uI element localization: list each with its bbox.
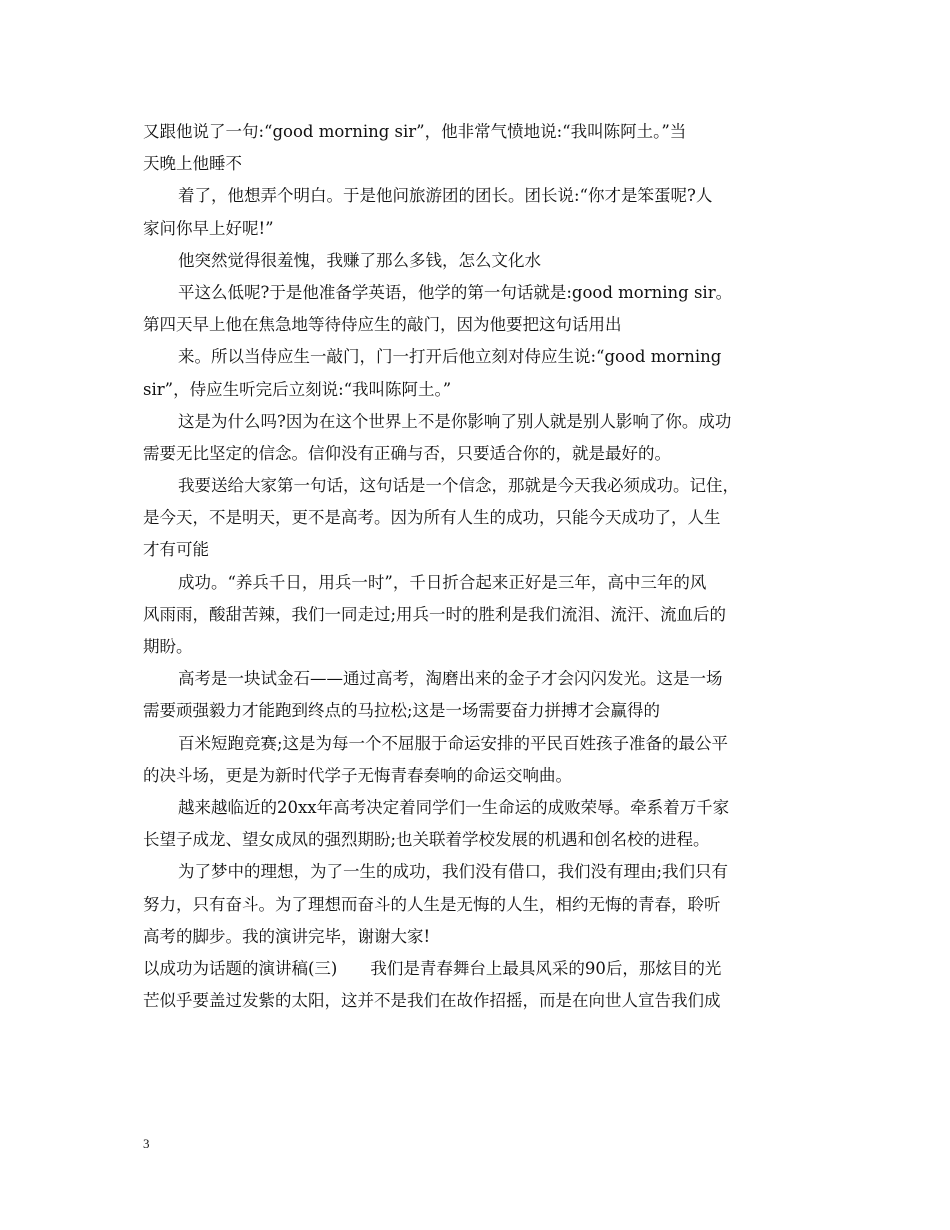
text-line: 又跟他说了一句:“good morning sir”，他非常气愤地说:“我叫陈阿土。”当 [143,122,687,141]
page-number: 3 [143,1136,150,1151]
text-line: 家问你早上好呢!” [143,218,274,238]
text-line: 需要无比坚定的信念。信仰没有正确与否，只要适合你的，就是最好的。 [143,443,671,463]
text-line: 风雨雨，酸甜苦辣，我们一同走过;用兵一时的胜利是我们流泪、流汗、流血后的 [143,604,727,624]
text-line: 高考的脚步。我的演讲完毕，谢谢大家! [143,926,431,946]
text-line: 这是为什么吗?因为在这个世界上不是你影响了别人就是别人影响了你。成功 [178,411,732,431]
text-line: 越来越临近的20xx年高考决定着同学们一生命运的成败荣辱。牵系着万千家 [178,797,730,817]
text-line: 才有可能 [143,540,209,560]
text-line: 长望子成龙、望女成凤的强烈期盼;也关联着学校发展的机遇和创名校的进程。 [143,830,710,850]
text-line: 芒似乎要盖过发紫的太阳，这并不是我们在故作招摇，而是在向世人宣告我们成 [143,991,721,1011]
text-line: 是今天，不是明天，更不是高考。因为所有人生的成功，只能今天成功了，人生 [143,508,721,528]
text-line: 我要送给大家第一句话，这句话是一个信念，那就是今天我必须成功。记住， [178,476,739,496]
text-line: 以成功为话题的演讲稿(三) 我们是青春舞台上最具风采的90后，那炫目的光 [143,958,722,978]
text-line: 努力，只有奋斗。为了理想而奋斗的人生是无悔的人生，相约无悔的青春，聆听 [143,894,721,914]
text-line: 第四天早上他在焦急地等待侍应生的敲门，因为他要把这句话用出 [143,315,622,335]
text-line: 百米短跑竞赛;这是为每一个不屈服于命运安排的平民百姓孩子准备的最公平 [178,733,729,753]
text-line: 的决斗场，更是为新时代学子无悔青春奏响的命运交响曲。 [143,765,572,785]
document-body [143,116,813,1017]
text-line: 着了，他想弄个明白。于是他问旅游团的团长。团长说:“你才是笨蛋呢?人 [178,186,713,206]
text-line: 需要顽强毅力才能跑到终点的马拉松;这是一场需要奋力拼搏才会赢得的 [143,701,661,721]
text-line: 平这么低呢?于是他准备学英语，他学的第一句话就是:good morning sir。 [178,282,733,302]
text-line: 天晚上他睡不 [143,154,242,174]
text-line: 为了梦中的理想，为了一生的成功，我们没有借口，我们没有理由;我们只有 [178,862,729,882]
text-line: 成功。“养兵千日，用兵一时”，千日折合起来正好是三年，高中三年的风 [178,572,707,592]
text-line: 来。所以当侍应生一敲门，门一打开后他立刻对侍应生说:“good morning [178,347,722,367]
text-line: sir”，侍应生听完后立刻说:“我叫陈阿土。” [143,379,452,399]
text-line: 他突然觉得很羞愧，我赚了那么多钱，怎么文化水 [178,250,541,270]
text-line: 期盼。 [143,637,193,656]
text-line: 高考是一块试金石——通过高考，淘磨出来的金子才会闪闪发光。这是一场 [178,669,723,689]
